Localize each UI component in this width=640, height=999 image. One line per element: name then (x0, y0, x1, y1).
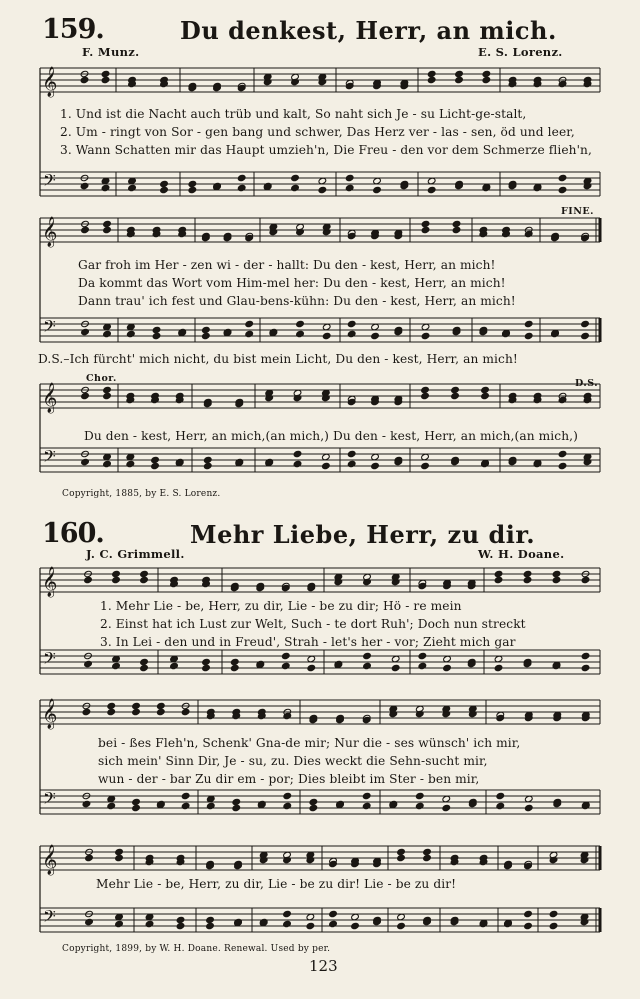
note-head (103, 386, 112, 393)
note-head (421, 226, 430, 233)
note-head (101, 76, 110, 83)
note-head (322, 462, 331, 469)
chorus-label: Chor. (86, 373, 117, 384)
note-head (347, 320, 356, 327)
note-head (552, 576, 561, 583)
note-head (347, 460, 356, 467)
note-head (126, 460, 135, 467)
note-head (524, 910, 533, 917)
note-head (103, 226, 112, 233)
note-head (329, 860, 338, 867)
note-head (152, 332, 161, 339)
note-head (306, 922, 315, 929)
note-head (203, 462, 212, 469)
note-head (581, 652, 590, 659)
note-head (373, 186, 382, 193)
note-head (80, 76, 89, 83)
note-head (127, 330, 136, 337)
note-head (160, 186, 169, 193)
note-head (421, 392, 430, 399)
note-head (188, 186, 197, 193)
note-head (581, 664, 590, 671)
bass-clef-icon: 𝄢 (43, 170, 56, 194)
note-head (524, 804, 533, 811)
note-head (427, 186, 436, 193)
treble-clef-icon: 𝄞 (42, 217, 58, 247)
note-head (581, 332, 590, 339)
note-head (181, 792, 190, 799)
note-head (103, 392, 112, 399)
note-head (283, 920, 292, 927)
note-head (415, 802, 424, 809)
note-head (206, 922, 215, 929)
note-head (132, 798, 141, 805)
note-head (347, 398, 356, 405)
note-head (455, 70, 464, 77)
note-head (363, 662, 372, 669)
chorus-lyric: Du den - kest, Herr, an mich,(an mich,) Du den - kest, Herr, an mich,(an mich,) (84, 429, 579, 443)
note-head (140, 570, 149, 577)
lyricist-credit: J. C. Grimmell. (86, 547, 185, 561)
treble-clef-icon: 𝄞 (42, 567, 58, 597)
note-head (423, 848, 432, 855)
lyricist-credit: F. Munz. (82, 45, 140, 59)
bass-clef-icon: 𝄢 (43, 648, 56, 672)
note-head (494, 576, 503, 583)
note-head (140, 664, 149, 671)
note-head (293, 450, 302, 457)
note-head (293, 460, 302, 467)
note-head (318, 186, 327, 193)
note-head (81, 226, 90, 233)
note-head (345, 174, 354, 181)
note-head (245, 330, 254, 337)
note-head (427, 76, 436, 83)
note-head (81, 328, 90, 335)
note-head (455, 76, 464, 83)
verse-2-line-1: 2. Einst hat ich Lust zur Welt, Such - te dort Ruh'; Doch nun streckt (100, 617, 526, 631)
copyright-notice: Copyright, 1885, by E. S. Lorenz. (62, 489, 221, 499)
note-head (421, 332, 430, 339)
note-head (329, 920, 338, 927)
note-head (397, 854, 406, 861)
note-head (112, 576, 121, 583)
note-head (552, 570, 561, 577)
note-head (371, 462, 380, 469)
note-head (427, 70, 436, 77)
note-head (145, 920, 154, 927)
note-head (322, 332, 331, 339)
ds-lyric-line: D.S.–Ich fürcht' mich nicht, du bist mein Licht, Du den - kest, Herr, an mich! (38, 352, 518, 366)
verse-2-line-2: sich mein' Sinn Dir, Je - su, zu. Dies weckt die Sehn-sucht mir, (98, 754, 488, 768)
verse-1-line-2: bei - ßes Fleh'n, Schenk' Gna-de mir; Nur die - ses wünsch' ich mir, (98, 736, 521, 750)
note-head (481, 392, 490, 399)
note-head (230, 664, 239, 671)
bass-clef-icon: 𝄢 (43, 788, 56, 812)
note-head (115, 920, 124, 927)
note-head (558, 462, 567, 469)
note-head (112, 662, 121, 669)
note-head (347, 232, 356, 239)
verse-1-line-1: 1. Und ist die Nacht auch trüb und kalt, So naht sich Je - su Licht-ge-stalt, (60, 107, 527, 121)
note-head (206, 802, 215, 809)
treble-clef-icon: 𝄞 (42, 67, 58, 97)
note-head (281, 662, 290, 669)
note-head (494, 570, 503, 577)
note-head (421, 386, 430, 393)
note-head (281, 652, 290, 659)
note-head (351, 922, 360, 929)
note-head (371, 332, 380, 339)
note-head (523, 576, 532, 583)
bass-clef-icon: 𝄢 (43, 316, 56, 340)
note-head (132, 708, 141, 715)
note-head (181, 802, 190, 809)
note-head (202, 664, 211, 671)
note-head (296, 320, 305, 327)
hymn-number: 160. (42, 518, 104, 549)
note-head (423, 854, 432, 861)
note-head (80, 182, 89, 189)
note-head (181, 708, 190, 715)
note-head (347, 450, 356, 457)
refrain-lyric: Mehr Lie - be, Herr, zu dir, Lie - be zu dir! Lie - be zu dir! (96, 877, 457, 891)
note-head (291, 184, 300, 191)
note-head (245, 320, 254, 327)
note-head (524, 320, 533, 327)
note-head (237, 184, 246, 191)
note-head (81, 392, 90, 399)
note-head (452, 220, 461, 227)
verse-3-line-2: Dann trau' ich fest und Glau-bens-kühn: Du den - kest, Herr, an mich! (78, 294, 516, 308)
note-head (421, 462, 430, 469)
note-head (329, 910, 338, 917)
note-head (103, 330, 112, 337)
note-head (397, 922, 406, 929)
note-head (363, 652, 372, 659)
fine-label: FINE. (561, 206, 594, 217)
note-head (451, 386, 460, 393)
note-head (115, 848, 124, 855)
note-head (203, 456, 212, 463)
note-head (558, 450, 567, 457)
composer-credit: W. H. Doane. (478, 547, 565, 561)
note-head (176, 922, 185, 929)
note-head (152, 326, 161, 333)
note-head (232, 804, 241, 811)
note-head (296, 330, 305, 337)
note-head (176, 916, 185, 923)
note-head (421, 220, 430, 227)
hymn-number: 159. (42, 14, 104, 45)
note-head (451, 392, 460, 399)
note-head (496, 714, 505, 721)
bass-clef-icon: 𝄢 (43, 906, 56, 930)
note-head (496, 792, 505, 799)
verse-2-line-2: Da kommt das Wort vom Him-mel her: Du den - kest, Herr, an mich! (78, 276, 506, 290)
note-head (151, 462, 160, 469)
note-head (188, 180, 197, 187)
treble-clef-icon: 𝄞 (42, 383, 58, 413)
note-head (84, 660, 93, 667)
note-head (85, 918, 94, 925)
note-head (132, 702, 141, 709)
note-head (549, 910, 558, 917)
note-head (202, 332, 211, 339)
verse-3-line-2: wun - der - bar Zu dir em - por; Dies bleibt im Ster - ben mir, (98, 772, 480, 786)
note-head (496, 802, 505, 809)
note-head (232, 798, 241, 805)
note-head (524, 332, 533, 339)
note-head (283, 910, 292, 917)
note-head (151, 456, 160, 463)
treble-clef-icon: 𝄞 (42, 845, 58, 875)
note-head (524, 922, 533, 929)
note-head (84, 576, 93, 583)
note-head (549, 922, 558, 929)
note-head (107, 702, 116, 709)
note-head (345, 82, 354, 89)
note-head (107, 802, 116, 809)
note-head (443, 664, 452, 671)
note-head (230, 658, 239, 665)
verse-1-line-2: Gar froh im Her - zen wi - der - hallt: Du den - kest, Herr, an mich! (78, 258, 496, 272)
verse-3-line-1: 3. In Lei - den und in Freud', Strah - let's her - vor; Zieht mich gar (100, 635, 516, 649)
note-head (418, 652, 427, 659)
page-number: 123 (309, 957, 338, 975)
note-head (115, 854, 124, 861)
verse-2-line-1: 2. Um - ringt von Sor - gen bang und schwer, Das Herz ver - las - sen, öd und leer, (60, 125, 575, 139)
note-head (202, 658, 211, 665)
note-head (362, 792, 371, 799)
note-head (309, 804, 318, 811)
note-head (481, 386, 490, 393)
note-head (170, 662, 179, 669)
note-head (523, 570, 532, 577)
note-head (140, 658, 149, 665)
note-head (283, 802, 292, 809)
note-head (82, 708, 91, 715)
bass-clef-icon: 𝄢 (43, 446, 56, 470)
note-head (103, 460, 112, 467)
treble-clef-icon: 𝄞 (42, 699, 58, 729)
note-head (206, 916, 215, 923)
note-head (397, 848, 406, 855)
note-head (157, 702, 166, 709)
note-head (85, 854, 94, 861)
note-head (307, 664, 316, 671)
note-head (347, 330, 356, 337)
note-head (107, 708, 116, 715)
note-head (291, 174, 300, 181)
note-head (581, 320, 590, 327)
ds-label: D.S. (575, 378, 599, 389)
note-head (482, 70, 491, 77)
note-head (418, 662, 427, 669)
copyright-notice: Copyright, 1899, by W. H. Doane. Renewal. Used by per. (62, 944, 331, 954)
note-head (81, 458, 90, 465)
note-head (418, 582, 427, 589)
note-head (101, 184, 110, 191)
note-head (157, 708, 166, 715)
hymn-title: Mehr Liebe, Herr, zu dir. (190, 520, 536, 549)
note-head (494, 664, 503, 671)
note-head (202, 326, 211, 333)
hymn-title: Du denkest, Herr, an mich. (180, 16, 557, 45)
note-head (558, 174, 567, 181)
note-head (558, 186, 567, 193)
note-head (160, 180, 169, 187)
note-head (82, 800, 91, 807)
note-head (237, 174, 246, 181)
composer-credit: E. S. Lorenz. (478, 45, 563, 59)
verse-3-line-1: 3. Wann Schatten mir das Haupt umzieh'n, Die Freu - den vor dem Schmerze flieh'n, (60, 143, 592, 157)
note-head (362, 802, 371, 809)
note-head (452, 226, 461, 233)
note-head (391, 664, 400, 671)
note-head (128, 184, 137, 191)
note-head (415, 792, 424, 799)
note-head (112, 570, 121, 577)
note-head (442, 804, 451, 811)
note-head (581, 576, 590, 583)
note-head (101, 70, 110, 77)
note-head (482, 76, 491, 83)
note-head (345, 184, 354, 191)
verse-1-line-1: 1. Mehr Lie - be, Herr, zu dir, Lie - be zu dir; Hö - re mein (100, 599, 462, 613)
note-head (309, 798, 318, 805)
note-head (283, 792, 292, 799)
note-head (103, 220, 112, 227)
note-head (132, 804, 141, 811)
note-head (140, 576, 149, 583)
